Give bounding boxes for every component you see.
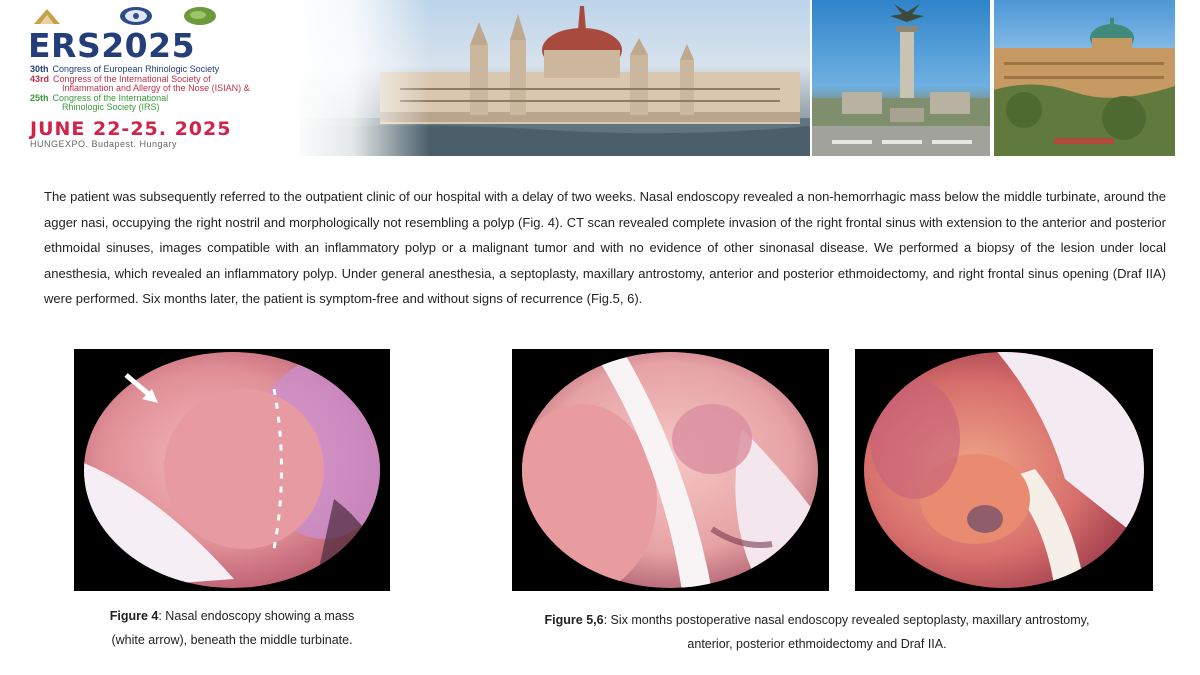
castle-illustration (994, 0, 1175, 156)
conference-title: ERS2025 (28, 26, 196, 65)
figure-5-6-caption-line-1 (500, 608, 1134, 632)
congress-text: Congress of the International (52, 93, 169, 103)
column-illustration (812, 0, 990, 156)
figure-4-caption-text: : Nasal endoscopy showing a mass (158, 609, 355, 623)
endoscopy-image-fig5 (512, 349, 829, 591)
figure-6-image (855, 349, 1153, 591)
endoscopy-image-fig6 (855, 349, 1153, 591)
society-logo-2-icon (118, 6, 148, 26)
congress-line-irs-cont: Rhinologic Society (IRS) (62, 102, 160, 112)
society-logo-1-icon (32, 6, 62, 26)
figure-5-6-caption-line-2: anterior, posterior ethmoidectomy and Draf IIA. (687, 637, 947, 651)
figure-4-caption (74, 604, 390, 652)
congress-number: 25th (30, 93, 49, 103)
case-paragraph: The patient was subsequently referred to the outpatient clinic of our hospital with a delay of two weeks. Nasal endoscopy revealed a non-hemorrhagic mass below the middle turbinate, around the agger nasi, occupying the right nostril and morphologically not resembling a polyp (Fig. 4). CT scan revealed complete invasion of the right frontal sinus with extension to the anterior and posterior ethmoidal sinuses, images compatible with an inflammatory polyp or a malignant tumor and with no evidence of other sinonasal disease. We performed a biopsy of the lesion under local anesthesia, which revealed an inflammatory polyp. Under general anesthesia, a septoplasty, maxillary antrostomy, anterior and posterior ethmoidectomy, and right frontal sinus opening (Draf IIA) were performed. Six months later, the patient is symptom-free and without signs of recurrence (Fig.5, 6). (44, 189, 1166, 307)
conference-venue: HUNGEXPO. Budapest. Hungary (30, 139, 178, 149)
figure-4-label: Figure 4 (109, 609, 159, 623)
figure-5-6-label: Figure 5,6 (544, 613, 604, 627)
conference-banner (0, 0, 1200, 156)
figure-4-caption-line-2: (white arrow), beneath the middle turbinate. (111, 633, 353, 647)
banner-fade (290, 0, 430, 156)
figure-4-image (74, 349, 390, 591)
white-arrow-icon (122, 371, 162, 407)
society-logo-3-icon (182, 6, 212, 26)
conference-dates: JUNE 22-25. 2025 (30, 118, 232, 140)
congress-number: 30th (30, 64, 49, 74)
congress-text: Congress of the International Society of (53, 74, 211, 84)
congress-text: Congress of European Rhinologic Society (52, 64, 220, 74)
buda-castle-photo (994, 0, 1175, 156)
figure-4-caption-line-1 (74, 604, 390, 628)
figure-5-6-caption-text: : Six months postoperative nasal endoscopy revealed septoplasty, maxillary antrostomy, (603, 613, 1090, 627)
congress-line-isian-cont: Inflammation and Allergy of the Nose (ISIAN) & (62, 83, 250, 93)
figure-5-image (512, 349, 829, 591)
figure-5-6-caption (500, 608, 1134, 656)
congress-line-ers (30, 65, 219, 74)
heroes-square-photo (812, 0, 990, 156)
congress-number: 43rd (30, 74, 50, 84)
